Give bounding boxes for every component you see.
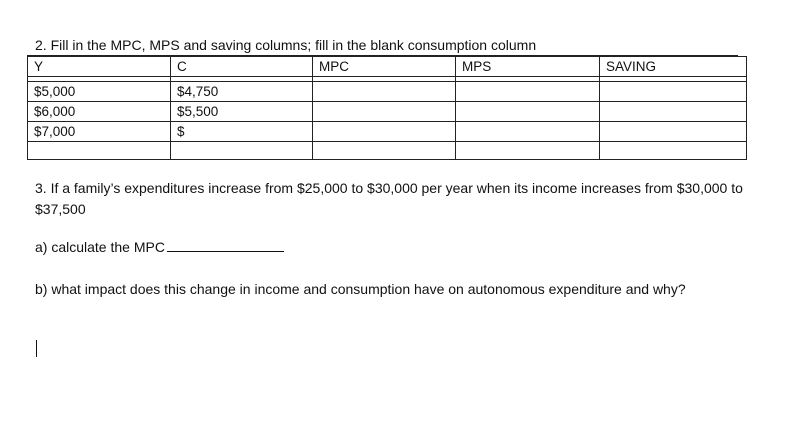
cell-y[interactable]: $6,000 (28, 102, 171, 122)
question-2-title: 2. Fill in the MPC, MPS and saving columns; fill in the blank consumption column (35, 37, 537, 53)
header-c[interactable]: C (171, 57, 313, 77)
question-3-text: 3. If a family’s expenditures increase from $25,000 to $30,000 per year when its income increases from $30,000 to $37,500 (35, 180, 743, 217)
header-saving[interactable]: SAVING (600, 57, 747, 77)
cell-mps[interactable] (456, 142, 600, 160)
cell-saving[interactable] (600, 122, 747, 142)
cell-c[interactable]: $5,500 (171, 102, 313, 122)
cell-mps[interactable] (456, 82, 600, 102)
cell-y[interactable]: $5,000 (28, 82, 171, 102)
cell-c[interactable]: $ (171, 122, 313, 142)
cell-saving[interactable] (600, 142, 747, 160)
table-row (28, 142, 747, 160)
header-mps[interactable]: MPS (456, 57, 600, 77)
cell-mpc[interactable] (313, 142, 456, 160)
table-row (28, 122, 747, 142)
header-mpc[interactable]: MPC (313, 57, 456, 77)
cell-mpc[interactable] (313, 122, 456, 142)
cell-saving[interactable] (600, 102, 747, 122)
table-header-row (28, 57, 747, 77)
cell-y[interactable] (28, 142, 171, 160)
cell-mpc[interactable] (313, 82, 456, 102)
cell-c[interactable] (171, 142, 313, 160)
header-y[interactable]: Y (28, 57, 171, 77)
cell-c[interactable]: $4,750 (171, 82, 313, 102)
answer-blank-line[interactable] (167, 237, 284, 252)
cell-y[interactable]: $7,000 (28, 122, 171, 142)
cell-mps[interactable] (456, 102, 600, 122)
cell-mpc[interactable] (313, 102, 456, 122)
text-cursor (36, 340, 37, 357)
mpc-mps-table (27, 56, 747, 160)
table-row (28, 82, 747, 102)
cell-mps[interactable] (456, 122, 600, 142)
question-3a (35, 237, 284, 257)
table-row (28, 102, 747, 122)
cell-saving[interactable] (600, 82, 747, 102)
question-3a-label: a) calculate the MPC (35, 239, 165, 255)
question-3b-text: b) what impact does this change in income and consumption have on autonomous expenditure and why? (35, 281, 686, 297)
